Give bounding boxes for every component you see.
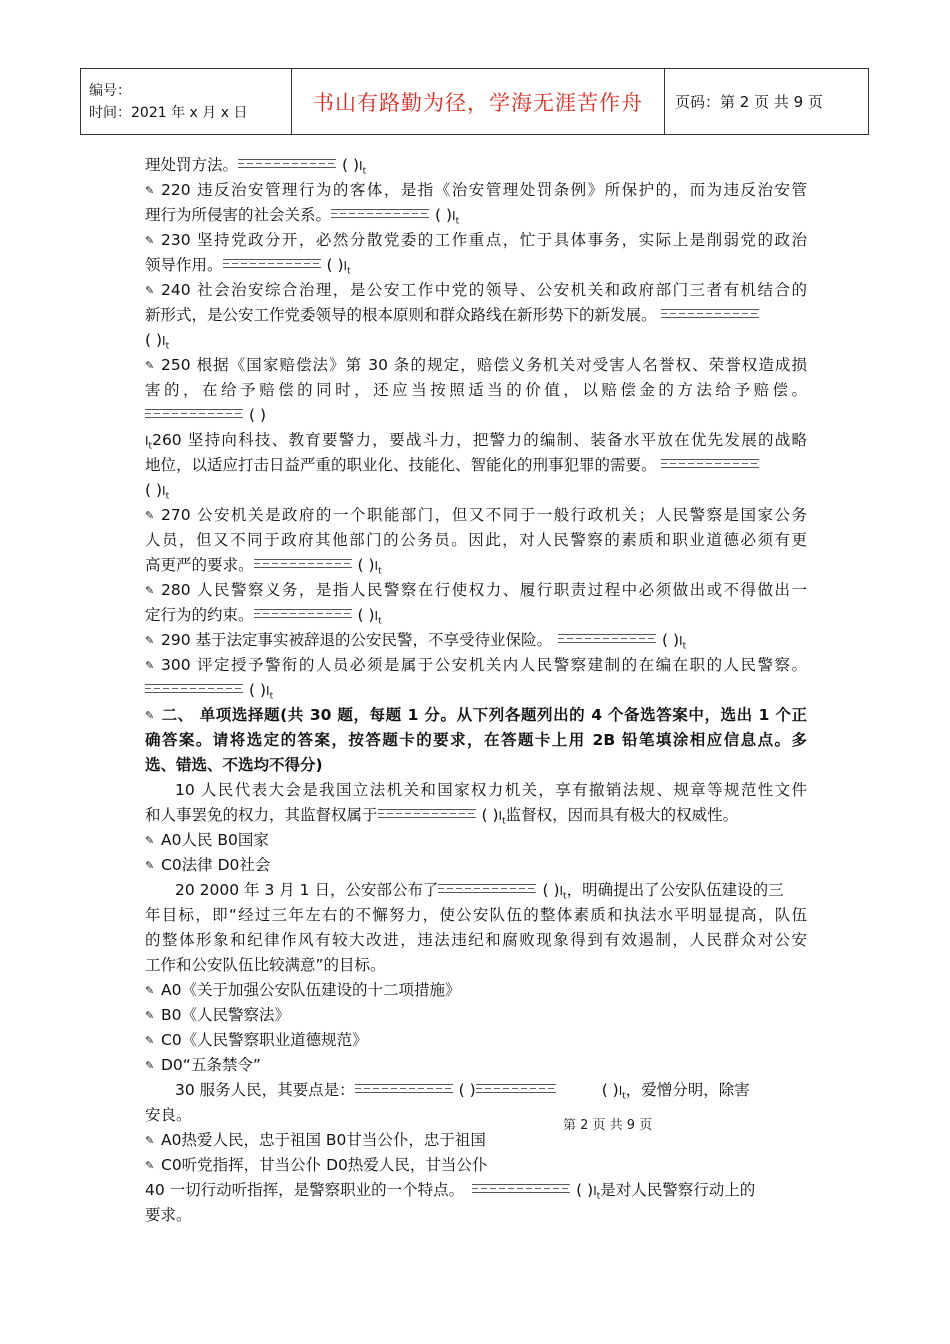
question-item: ✎ 270 公安机关是政府的一个职能部门，但又不同于一般行政机关；人民警察是国家公务 [145,503,807,528]
header-meta [81,69,292,135]
answer-blank [145,683,243,693]
text-line: 和人事罢免的权力，其监督权属于 ( )$I_t$监督权，因而具有极大的权威性。 [145,806,739,827]
text-line: 领导作用。 ( )$I_t$ [145,256,351,277]
option-line: ✎ A0人民 B0国家 [145,828,807,853]
question-item: ✎ 220 违反治安管理行为的客体，是指《治安管理处罚条例》所保护的，而为违反治安管 [145,178,807,203]
date-label: 时间：2021 年 x 月 x 日 [89,104,248,121]
text-line: ( )$I_t$ [145,678,807,703]
question-item: 30 服务人民，其要点是： ( ) ( )$I_t$，爱憎分明，除害 [175,1081,750,1102]
text-line: 新形式，是公安工作党委领导的根本原则和群众路线在新形势下的新发展。 [145,303,807,328]
question-item: ✎ 230 坚持党政分开，必然分散党委的工作重点，忙于具体事务，实际上是削弱党的政治 [145,228,807,253]
text-line: 人员，但又不同于政府其他部门的公务员。因此，对人民警察的素质和职业道德必须有更 [145,531,807,549]
answer-blank [558,633,656,643]
text-line: 安良。 [145,1106,192,1124]
answer-blank [661,308,759,318]
document-header [80,68,869,135]
bullet-icon: ✎ [145,659,155,672]
question-item: ✎ 240 社会治安综合治理，是公安工作中党的领导、公安机关和政府部门三者有机结合的 [145,278,807,303]
question-item: 10 人民代表大会是我国立法机关和国家权力机关，享有撤销法规、规章等规范性文件 [175,781,807,799]
answer-blank [223,258,321,268]
text-line: 要求。 [145,1206,192,1224]
bullet-icon: ✎ [145,284,155,297]
answer-blank [355,1083,453,1093]
bullet-icon: ✎ [145,509,155,522]
bullet-icon: ✎ [145,859,155,872]
bullet-icon: ✎ [145,359,155,372]
bullet-icon: ✎ [145,1134,155,1147]
bullet-icon: ✎ [145,1159,155,1172]
bullet-icon: ✎ [145,184,155,197]
document-body [145,153,807,1228]
option-line: ✎ C0法律 D0社会 [145,853,807,878]
answer-blank [254,558,352,568]
option-line: ✎ C0听党指挥，甘当公仆 D0热爱人民，甘当公仆 [145,1153,807,1178]
option-line: ✎ A0《关于加强公安队伍建设的十二项措施》 [145,978,807,1003]
question-item: ✎ 250 根据《国家赔偿法》第 30 条的规定，赔偿义务机关对受害人名誉权、荣誉权造成损 [145,353,807,378]
question-item: ✎ 280 人民警察义务，是指人民警察在行使权力、履行职责过程中必须做出或不得做出一 [145,578,807,603]
bullet-icon: ✎ [145,584,155,597]
bullet-icon: ✎ [145,709,155,722]
answer-blank [472,1183,570,1193]
bullet-icon: ✎ [145,634,155,647]
section-heading: 确答案。请将选定的答案，按答题卡的要求，在答题卡上用 2B 铅笔填涂相应信息点。多 [145,731,807,749]
text-line: 理处罚方法。 ( )$I_t$ [145,156,367,177]
text-line: 年目标，即“经过三年左右的不懈努力，使公安队伍的整体素质和执法水平明显提高，队伍 [145,906,807,924]
option-line: ✎ A0热爱人民，忠于祖国 B0甘当公仆，忠于祖国 [145,1128,807,1153]
question-item: $I_t260$ 坚持向科技、教育要警力，要战斗力，把警力的编制、装备水平放在优先发展的战略 [145,431,807,452]
answer-blank [661,458,759,468]
bullet-icon: ✎ [145,1034,155,1047]
option-line: ✎ D0“五条禁令” [145,1053,807,1078]
header-motto: 书山有路勤为径，学海无涯苦作舟 [292,69,665,135]
text-line: 理行为所侵害的社会关系。 ( )$I_t$ [145,206,460,227]
answer-blank [145,408,243,418]
question-item: ✎ 300 评定授予警衔的人员必须是属于公安机关内人民警察建制的在编在职的人民警察。 [145,653,807,678]
text-line: 地位，以适应打击日益严重的职业化、技能化、智能化的刑事犯罪的需要。 [145,453,807,478]
text-line: ( )$I_t$ [145,481,170,502]
answer-blank [238,158,336,168]
text-line: 害的，在给予赔偿的同时，还应当按照适当的价值，以赔偿金的方法给予赔偿。 [145,381,807,399]
question-item: 40 一切行动听指挥，是警察职业的一个特点。 ( )$I_t$是对人民警察行动上的 [145,1181,756,1202]
answer-blank [378,808,476,818]
answer-blank [254,608,352,618]
text-line: ( )$I_t$ [145,331,170,352]
bullet-icon: ✎ [145,234,155,247]
bullet-icon: ✎ [145,1059,155,1072]
bullet-icon: ✎ [145,1009,155,1022]
answer-blank [438,883,536,893]
option-line: ✎ B0《人民警察法》 [145,1003,807,1028]
text-line: ( ) [145,403,807,428]
bullet-icon: ✎ [145,984,155,997]
answer-blank [476,1083,556,1093]
header-page-label: 页码：第 2 页 共 9 页 [665,69,869,135]
page-number-footer: 第 2 页 共 9 页 [563,1118,653,1133]
number-label: 编号： [89,82,131,99]
question-item: ✎ 290 基于法定事实被辞退的公安民警，不享受待业保险。 ( )$I_t$ [145,628,807,653]
section-heading: 选、错选、不选均不得分) [145,756,323,774]
question-item: 20 2000 年 3 月 1 日，公安部公布了 ( )$I_t$，明确提出了公安队伍建设的三 [175,881,784,902]
text-line: 高更严的要求。 ( )$I_t$ [145,556,382,577]
bullet-icon: ✎ [145,834,155,847]
option-line: ✎ C0《人民警察职业道德规范》 [145,1028,807,1053]
text-line: 定行为的约束。 ( )$I_t$ [145,606,382,627]
section-heading: ✎ 二、 单项选择题(共 30 题，每题 1 分。从下列各题列出的 4 个备选答案中，选出 1 个正 [145,703,807,728]
answer-blank [331,208,429,218]
text-line: 的整体形象和纪律作风有较大改进，违法违纪和腐败现象得到有效遏制，人民群众对公安 [145,931,807,949]
text-line: 工作和公安队伍比较满意”的目标。 [145,956,386,974]
